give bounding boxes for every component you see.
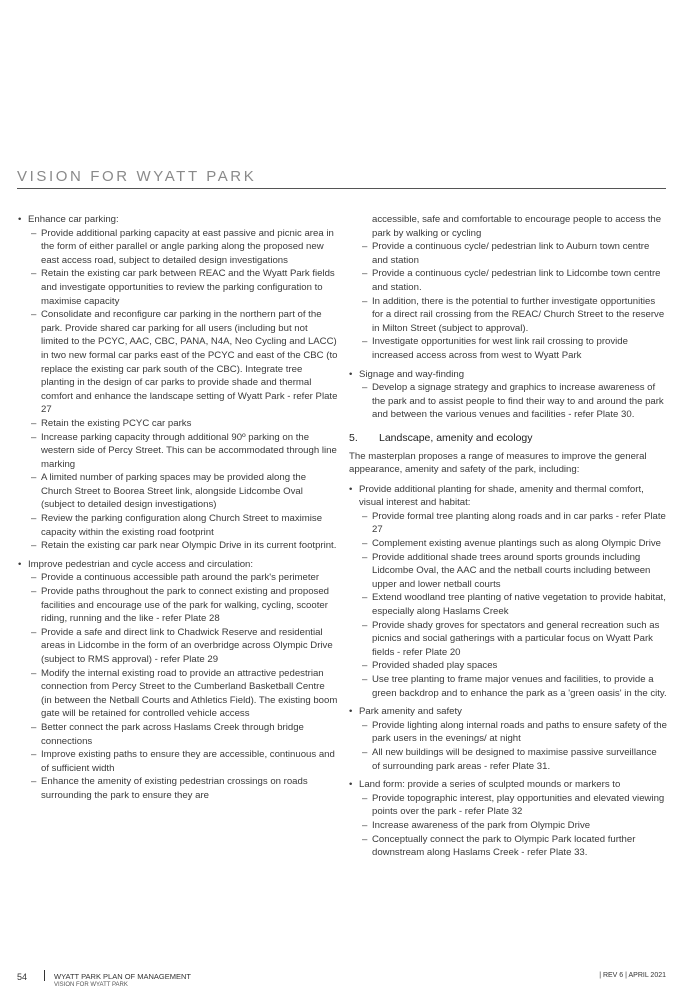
list-item: – Provide a safe and direct link to Chadwick Reserve and residential areas in Lidcombe in the form of an overbridge across Olympic Drive (subject to RMS approval) - refer Plate 29 xyxy=(18,626,338,667)
section-heading xyxy=(349,432,667,446)
list-item: – Consolidate and reconfigure car parking in the northern part of the park. Provide shared car parking for all users (including but not limited to the PCYC, AAC, CBC, PANA, N4A, Neo Cycling and LACC) in two new formal car parks east of the PCYC and east of the CBC (to replace the existing car park south of the CBC). Integrate tree planting in the design of car parks to provide shade and thermal comfort and enhance the landscape setting of Wyatt Park - refer Plate 27 xyxy=(18,308,338,417)
list-item: – Provide formal tree planting along roads and in car parks - refer Plate 27 xyxy=(349,510,667,537)
footer-divider xyxy=(44,970,45,981)
list-item: – Provide additional parking capacity at east passive and picnic area in the form of either parallel or angle parking along the proposed new east access road, subject to detailed design investigations xyxy=(18,227,338,268)
list-item: – Conceptually connect the park to Olympic Park located further downstream along Haslams Creek - refer Plate 33. xyxy=(349,833,667,860)
title-rule xyxy=(17,188,666,189)
footer-revision: | REV 6 | APRIL 2021 xyxy=(599,972,666,979)
pedestrian-access-heading: • Improve pedestrian and cycle access and circulation: xyxy=(18,558,338,572)
list-item: – Improve existing paths to ensure they are accessible, continuous and of sufficient width xyxy=(18,748,338,775)
list-item: – Better connect the park across Haslams Creek through bridge connections xyxy=(18,721,338,748)
list-item: – Provide a continuous cycle/ pedestrian link to Auburn town centre and station xyxy=(349,240,667,267)
list-item: – Increase parking capacity through additional 90º parking on the western side of Percy Street. This can be accommodated through line marking xyxy=(18,431,338,472)
list-item: – Increase awareness of the park from Olympic Drive xyxy=(349,819,667,833)
list-item: – Provide lighting along internal roads and paths to ensure safety of the park users in the evenings/ at night xyxy=(349,719,667,746)
list-item: – Modify the internal existing road to provide an attractive pedestrian connection from Percy Street to the Cumberland Basketball Centre (in between the Netball Courts and Athletics Field). The existing boom gate will be retained for controlled vehicle access xyxy=(18,667,338,721)
list-item-continuation: accessible, safe and comfortable to encourage people to access the park by walking or cycling xyxy=(372,214,662,239)
list-item: – Provide shady groves for spectators and general recreation such as picnics and social gatherings with a particular focus on Wyatt Park fields - refer Plate 20 xyxy=(349,619,667,660)
list-item: – Provide additional shade trees around sports grounds including Lidcombe Oval, the AAC and the netball courts including between upper and lower netball courts xyxy=(349,551,667,592)
list-item: – Retain the existing PCYC car parks xyxy=(18,417,338,431)
list-item: – Review the parking configuration along Church Street to maximise capacity within the existing road footprint xyxy=(18,512,338,539)
section-number: 5. xyxy=(349,431,358,444)
list-item: – Retain the existing car park near Olympic Drive in its current footprint. xyxy=(18,539,338,553)
car-parking-heading: • Enhance car parking: xyxy=(18,213,338,227)
list-item: – Retain the existing car park between REAC and the Wyatt Park fields and investigate opportunities to review the parking configuration to maximise capacity xyxy=(18,267,338,308)
list-item: – Investigate opportunities for west link rail crossing to provide increased access across from west to Wyatt Park xyxy=(349,335,667,362)
planting-heading: • Provide additional planting for shade, amenity and thermal comfort, visual interest and habitat: xyxy=(349,483,667,510)
footer-section-title: VISION FOR WYATT PARK xyxy=(54,982,128,988)
list-item: – All new buildings will be designed to maximise passive surveillance of surrounding park areas - refer Plate 31. xyxy=(349,746,667,773)
signage-heading: • Signage and way-finding xyxy=(349,368,667,382)
list-item: – Extend woodland tree planting of native vegetation to provide habitat, especially along Haslams Creek xyxy=(349,591,667,618)
list-item: – Provide paths throughout the park to connect existing and proposed facilities and encourage use of the park for walking, cycling, scooter riding, running and the like - refer Plate 28 xyxy=(18,585,338,626)
list-item: – Provide a continuous accessible path around the park's perimeter xyxy=(18,571,338,585)
section-title: Landscape, amenity and ecology xyxy=(379,431,533,444)
landform-heading: • Land form: provide a series of sculpted mounds or markers to xyxy=(349,778,667,792)
list-item: – Develop a signage strategy and graphics to increase awareness of the park and to assist people to find their way to and around the park and between the various venues and facilities - refer Plate 30. xyxy=(349,381,667,422)
section-intro: The masterplan proposes a range of measures to improve the general appearance, amenity and safety of the park, including: xyxy=(349,450,647,476)
list-item: – In addition, there is the potential to further investigate opportunities for a direct rail crossing from the REAC/ Church Street to the reserve in Milton Street (subject to approval). xyxy=(349,295,667,336)
list-item: – A limited number of parking spaces may be provided along the Church Street to Boorea Street link, alongside Lidcombe Oval (subject to detailed design investigations) xyxy=(18,471,338,512)
list-item: – Provide a continuous cycle/ pedestrian link to Lidcombe town centre and station. xyxy=(349,267,667,294)
amenity-heading: • Park amenity and safety xyxy=(349,705,667,719)
list-item: – Enhance the amenity of existing pedestrian crossings on roads surrounding the park to ensure they are xyxy=(18,775,338,802)
list-item: – Provided shaded play spaces xyxy=(349,659,667,673)
list-item: – Provide topographic interest, play opportunities and elevated viewing points over the park - refer Plate 32 xyxy=(349,792,667,819)
list-item: – Complement existing avenue plantings such as along Olympic Drive xyxy=(349,537,667,551)
page-title: VISION FOR WYATT PARK xyxy=(17,168,257,185)
page-number: 54 xyxy=(17,972,28,982)
right-column xyxy=(349,213,667,860)
list-item: – Use tree planting to frame major venues and facilities, to provide a green backdrop and to enhance the park as a 'green oasis' in the city. xyxy=(349,673,667,700)
footer-document-title: WYATT PARK PLAN OF MANAGEMENT xyxy=(54,972,191,981)
left-column xyxy=(18,213,338,803)
